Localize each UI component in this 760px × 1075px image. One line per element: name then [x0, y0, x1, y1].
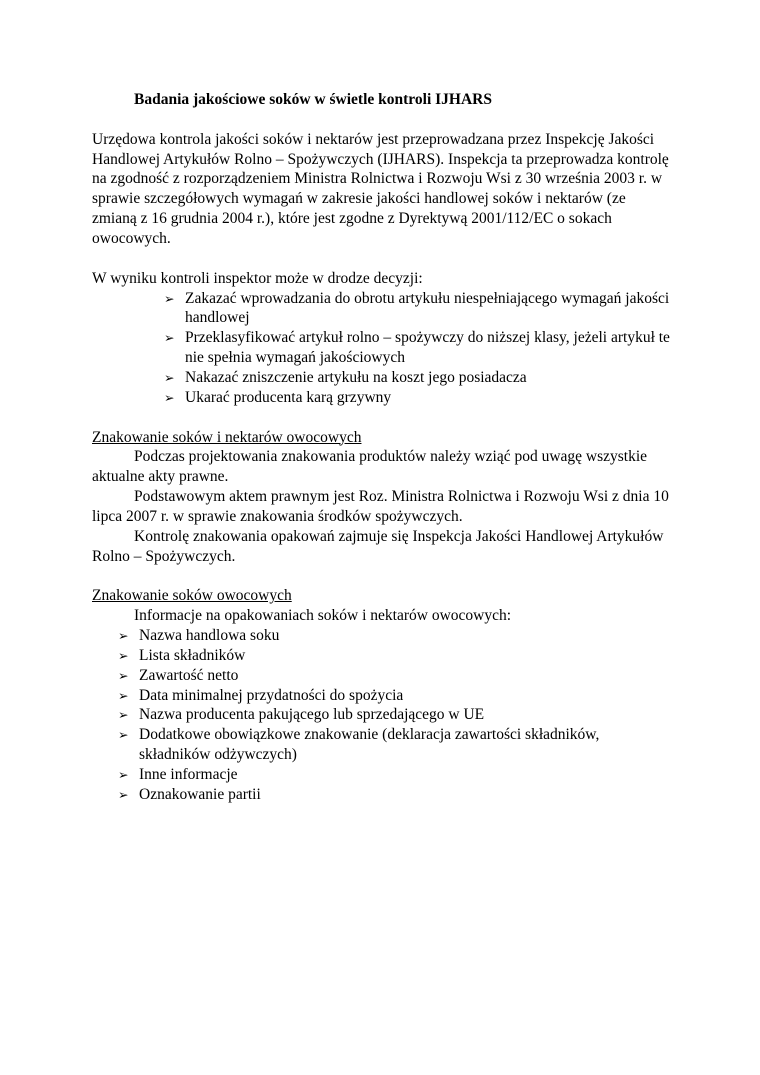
- list-item-text: Lista składników: [139, 646, 246, 664]
- list-item: [164, 328, 670, 368]
- list-item: [118, 666, 670, 686]
- list-item: [118, 785, 670, 805]
- arrow-bullet-icon: ➢: [118, 667, 129, 683]
- section-heading-znakowanie-sokow-owocowych: Znakowanie soków owocowych: [92, 587, 292, 605]
- list-item: [164, 388, 670, 408]
- labeling-info-list: [118, 626, 670, 804]
- list-item-text: Zawartość netto: [139, 666, 239, 684]
- list-item-text: Data minimalnej przydatności do spożycia: [139, 686, 404, 704]
- section2-intro: Informacje na opakowaniach soków i nektarów owocowych:: [134, 607, 512, 625]
- arrow-bullet-icon: ➢: [118, 647, 129, 663]
- list-item: [118, 765, 670, 785]
- list-item: [118, 646, 670, 666]
- intro-paragraph: Urzędowa kontrola jakości soków i nektarów jest przeprowadzana przez Inspekcję Jakości Handlowej Artykułów Rolno – Spożywczych (IJHARS). Inspekcja ta przeprowadza kontrolę na zgodność z rozporządzeniem Ministra Rolnictwa i Rozwoju Wsi z 30 września 2003 r. w sprawie szczegółowych wymagań w zakresie jakości handlowej soków i nektarów (ze zmianą z 16 grudnia 2004 r.), które jest zgodne z Dyrektywą 2001/112/EC o sokach owocowych.: [92, 130, 669, 247]
- arrow-bullet-icon: ➢: [164, 290, 175, 306]
- list-item-text: Inne informacje: [139, 765, 238, 783]
- decisions-list: [164, 289, 670, 408]
- list-item-text: Przeklasyfikować artykuł rolno – spożywczy do niższej klasy, jeżeli artykuł te nie spełnia wymagań jakościowych: [185, 329, 670, 367]
- list-item: [118, 626, 670, 646]
- list-item: [164, 368, 670, 388]
- list-item-text: Ukarać producenta karą grzywny: [185, 388, 392, 406]
- arrow-bullet-icon: ➢: [118, 727, 129, 743]
- section1-paragraph-3: Kontrolę znakowania opakowań zajmuje się Inspekcja Jakości Handlowej Artykułów Rolno – Spożywczych.: [92, 527, 664, 565]
- arrow-bullet-icon: ➢: [118, 707, 129, 723]
- list-item-text: Zakazać wprowadzania do obrotu artykułu niespełniającego wymagań jakości handlowej: [185, 289, 670, 327]
- arrow-bullet-icon: ➢: [164, 389, 175, 405]
- list-item: [118, 725, 670, 765]
- list-item-text: Nakazać zniszczenie artykułu na koszt jego posiadacza: [185, 368, 527, 386]
- decisions-intro: W wyniku kontroli inspektor może w drodze decyzji:: [92, 269, 423, 287]
- arrow-bullet-icon: ➢: [118, 766, 129, 782]
- list-item-text: Oznakowanie partii: [139, 785, 261, 803]
- list-item-text: Dodatkowe obowiązkowe znakowanie (deklaracja zawartości składników, składników odżywczych): [139, 726, 600, 764]
- list-item: [118, 705, 670, 725]
- list-item: [118, 686, 670, 706]
- section1-paragraph-1: Podczas projektowania znakowania produktów należy wziąć pod uwagę wszystkie aktualne akty prawne.: [92, 448, 648, 486]
- list-item-text: Nazwa producenta pakującego lub sprzedającego w UE: [139, 706, 485, 724]
- arrow-bullet-icon: ➢: [118, 687, 129, 703]
- arrow-bullet-icon: ➢: [164, 330, 175, 346]
- arrow-bullet-icon: ➢: [164, 369, 175, 385]
- section1-paragraph-2: Podstawowym aktem prawnym jest Roz. Ministra Rolnictwa i Rozwoju Wsi z dnia 10 lipca 2007 r. w sprawie znakowania środków spożywczych.: [92, 488, 669, 525]
- arrow-bullet-icon: ➢: [118, 628, 129, 644]
- list-item-text: Nazwa handlowa soku: [139, 627, 280, 645]
- list-item: [164, 289, 670, 329]
- arrow-bullet-icon: ➢: [118, 786, 129, 802]
- document-title: Badania jakościowe soków w świetle kontroli IJHARS: [134, 91, 492, 108]
- section-heading-znakowanie-sokow-i-nektarow: Znakowanie soków i nektarów owocowych: [92, 428, 362, 446]
